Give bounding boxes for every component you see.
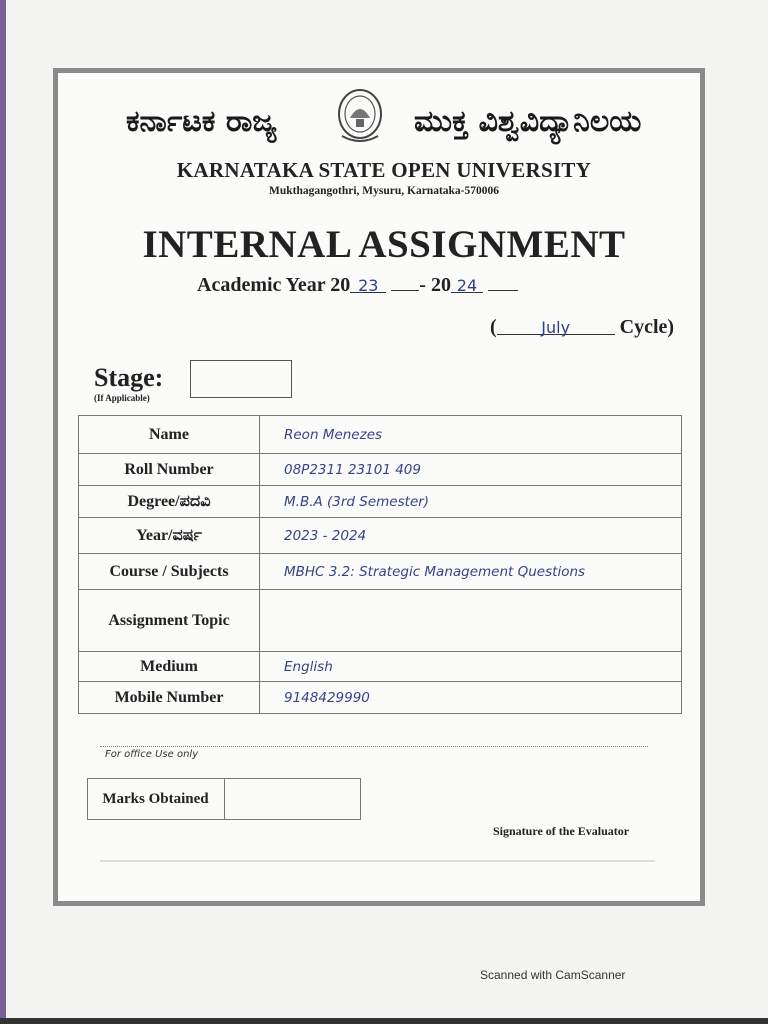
stage-label: Stage: [94,363,164,392]
table-row [79,518,682,554]
row-label: Degree/ಪದವಿ [79,486,260,518]
table-row [79,486,682,518]
stage-note: (If Applicable) [94,393,150,403]
cycle-open-paren: ( [490,316,497,338]
medium-field[interactable]: English [260,652,682,682]
table-row [79,652,682,682]
table-row [79,416,682,454]
row-label: Mobile Number [79,682,260,714]
table-row [79,454,682,486]
page-bottom-edge [0,1018,768,1024]
academic-year-blank [391,272,419,291]
page-edge [0,0,6,1024]
academic-year-start-value: 23 [358,276,379,295]
page-title: INTERNAL ASSIGNMENT [142,223,626,266]
academic-year-line [197,272,518,297]
name-field[interactable]: Reon Menezes [260,416,682,454]
row-label: Assignment Topic [79,590,260,652]
academic-year-label: Academic Year 20 [197,274,351,296]
cycle-line [490,316,674,339]
cycle-field[interactable] [497,316,615,335]
academic-year-end-value: 24 [456,276,478,295]
academic-year-blank-2 [488,272,518,291]
academic-year-start-field[interactable] [350,274,386,293]
office-divider [100,746,648,747]
office-use-note: For office Use only [105,749,199,760]
footer-divider [100,860,655,862]
table-row [79,554,682,590]
university-address: Mukthagangothri, Mysuru, Karnataka-570006 [268,185,500,197]
mobile-number-field[interactable]: 9148429990 [260,682,682,714]
row-label: Roll Number [79,454,260,486]
row-label: Name [79,416,260,454]
cycle-value: July [541,318,571,337]
roll-number-field[interactable]: 08P2311 23101 409 [260,454,682,486]
marks-obtained-label: Marks Obtained [87,778,225,820]
marks-obtained-field[interactable] [226,778,360,820]
stage-input[interactable] [190,360,292,398]
row-label: Medium [79,652,260,682]
student-info-table [78,415,682,714]
university-name: KARNATAKA STATE OPEN UNIVERSITY [176,158,592,182]
scanner-watermark: Scanned with CamScanner [480,968,626,982]
row-label: Course / Subjects [79,554,260,590]
table-row [79,682,682,714]
kannada-state-title: ಕರ್ನಾಟಕ ರಾಜ್ಯ [126,104,277,139]
assignment-topic-field[interactable] [260,590,682,652]
cycle-label: Cycle) [619,316,675,338]
row-label: Year/ವರ್ಷ [79,518,260,554]
year-field[interactable]: 2023 - 2024 [260,518,682,554]
academic-year-end-field[interactable] [451,274,483,293]
course-field[interactable]: MBHC 3.2: Strategic Management Questions [260,554,682,590]
university-seal-icon [336,88,384,146]
kannada-university-title: ಮುಕ್ತ ವಿಶ್ವವಿದ್ಯಾನಿಲಯ [414,104,642,139]
academic-year-dash: - 20 [419,274,451,296]
degree-field[interactable]: M.B.A (3rd Semester) [260,486,682,518]
evaluator-signature-label: Signature of the Evaluator [493,824,630,838]
table-row [79,590,682,652]
